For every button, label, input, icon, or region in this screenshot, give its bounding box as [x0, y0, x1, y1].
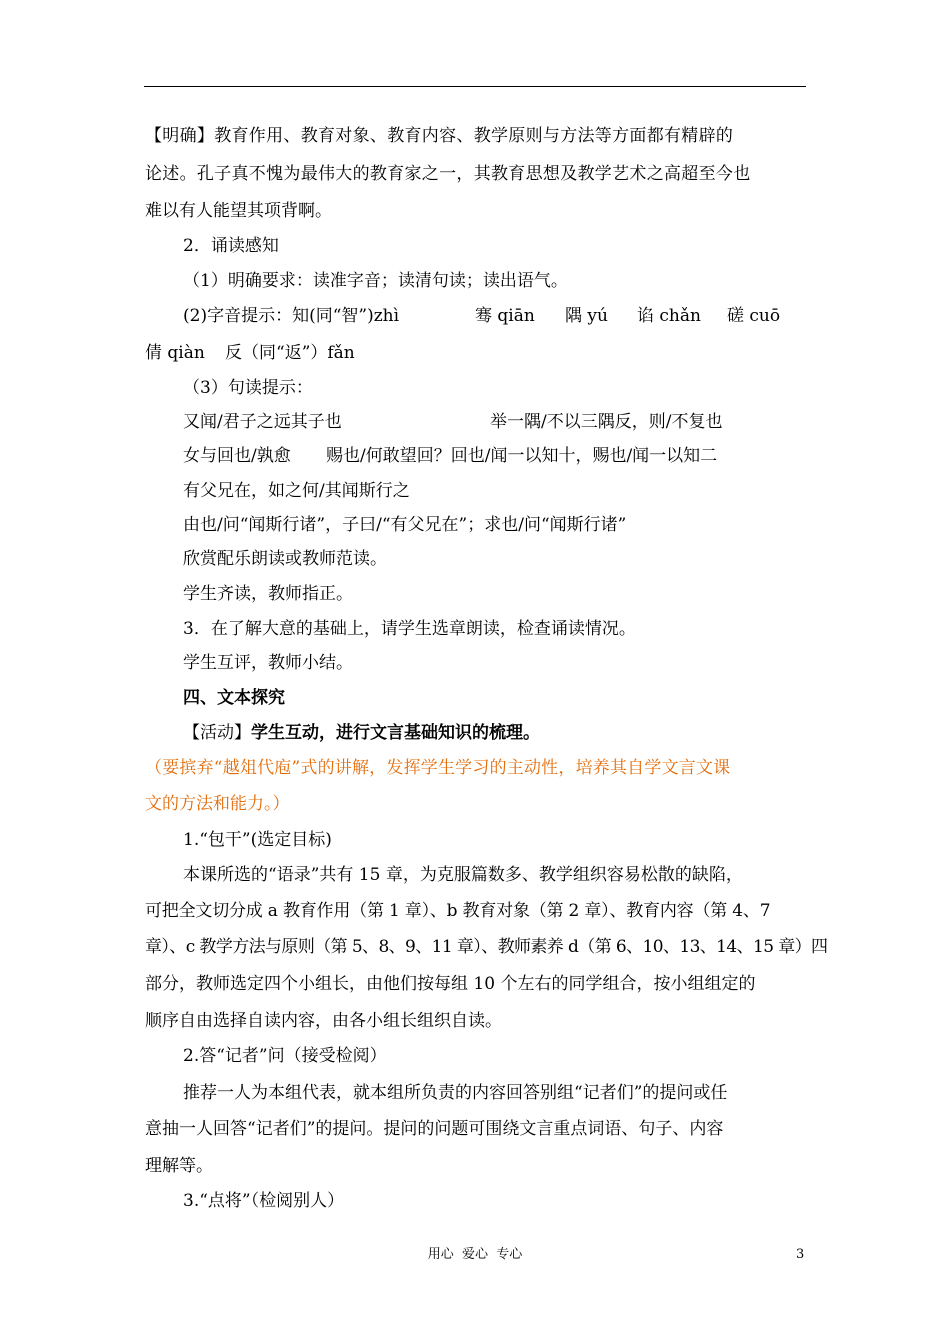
section-heading: 3.“点将”（检阅别人） [183, 1191, 345, 1211]
punctuation-item: 赐也/何敢望回？回也/闻一以知十，赐也/闻一以知二 [326, 446, 718, 466]
section-heading: 2.答“记者”问（接受检阅） [183, 1046, 387, 1066]
paragraph-line: 可把全文切分成 a 教育作用（第 1 章）、b 教育对象（第 2 章）、教育内容（第 4、7 [145, 901, 771, 921]
paragraph-line: 部分，教师选定四个小组长，由他们按每组 10 个左右的同学组合，按小组组定的 [145, 974, 756, 994]
activity-text: 学生互动，进行文言基础知识的梳理。 [251, 723, 540, 743]
pronunciation-item: 倩 qiàn [145, 343, 205, 363]
paragraph-line: 理解等。 [145, 1156, 213, 1176]
section-heading: 四、文本探究 [183, 688, 285, 708]
paragraph-line: 顺序自由选择自读内容，由各小组长组织自读。 [145, 1011, 502, 1031]
punctuation-line: 由也/问“闻斯行诸”，子曰/“有父兄在”；求也/问“闻斯行诸” [183, 515, 627, 535]
punctuation-line: 有父兄在，如之何/其闻斯行之 [183, 481, 410, 501]
paragraph-line: 欣赏配乐朗读或教师范读。 [183, 549, 387, 569]
pronunciation-line [145, 342, 445, 364]
paragraph-line: 本课所选的“语录”共有 15 章，为克服篇数多、教学组织容易松散的缺陷， [183, 865, 743, 885]
paragraph-line: 推荐一人为本组代表，就本组所负责的内容回答别组“记者们”的提问或任 [183, 1083, 728, 1103]
page-number: 3 [796, 1247, 805, 1262]
section-heading: 2．诵读感知 [183, 236, 279, 256]
activity-line [183, 722, 540, 744]
paragraph-line: 3．在了解大意的基础上，请学生选章朗读，检查诵读情况。 [183, 619, 636, 639]
paragraph-line: （1）明确要求：读准字音；读清句读；读出语气。 [183, 271, 568, 291]
section-heading: 1.“包干”(选定目标) [183, 830, 332, 850]
paragraph-line: 学生齐读，教师指正。 [183, 584, 353, 604]
punctuation-item: 女与回也/孰愈 [183, 446, 291, 466]
punctuation-item: 又闻/君子之远其子也 [183, 412, 342, 432]
teaching-note: （要摈弃“越俎代庖”式的讲解，发挥学生学习的主动性，培养其自学文言文课 [145, 758, 731, 778]
header-rule [144, 86, 806, 87]
pronunciation-item: 隅 yú [565, 306, 608, 326]
paragraph-line: 学生互评，教师小结。 [183, 653, 353, 673]
punctuation-line [183, 411, 783, 433]
pronunciation-item: 骞 qiān [475, 306, 535, 326]
pronunciation-item: (2)字音提示：知(同“智”)zhì [183, 306, 400, 326]
activity-label: 【活动】 [183, 723, 251, 743]
paragraph-line: 【明确】教育作用、教育对象、教育内容、教学原则与方法等方面都有精辟的 [145, 126, 734, 146]
footer-motto: 用心 爱心 专心 [427, 1247, 523, 1262]
teaching-note: 文的方法和能力。） [145, 794, 290, 814]
paragraph-line: 难以有人能望其项背啊。 [145, 201, 332, 221]
paragraph-line: 意抽一人回答“记者们”的提问。提问的问题可围绕文言重点词语、句子、内容 [145, 1119, 724, 1139]
punctuation-item: 举一隅/不以三隅反，则/不复也 [490, 412, 723, 432]
pronunciation-item: 磋 cuō [727, 306, 781, 326]
paragraph-line: 论述。孔子真不愧为最伟大的教育家之一，其教育思想及教学艺术之高超至今也 [145, 164, 751, 184]
punctuation-line [183, 445, 803, 467]
paragraph-line: 章）、c 教学方法与原则（第 5、8、9、11 章）、教师素养 d（第 6、10、13、14、15 章）四 [145, 937, 828, 957]
pronunciation-item: 反（同“返”）fǎn [225, 343, 355, 363]
pronunciation-item: 谄 chǎn [637, 306, 701, 326]
pronunciation-line [183, 305, 803, 327]
paragraph-line: （3）句读提示： [183, 378, 313, 398]
